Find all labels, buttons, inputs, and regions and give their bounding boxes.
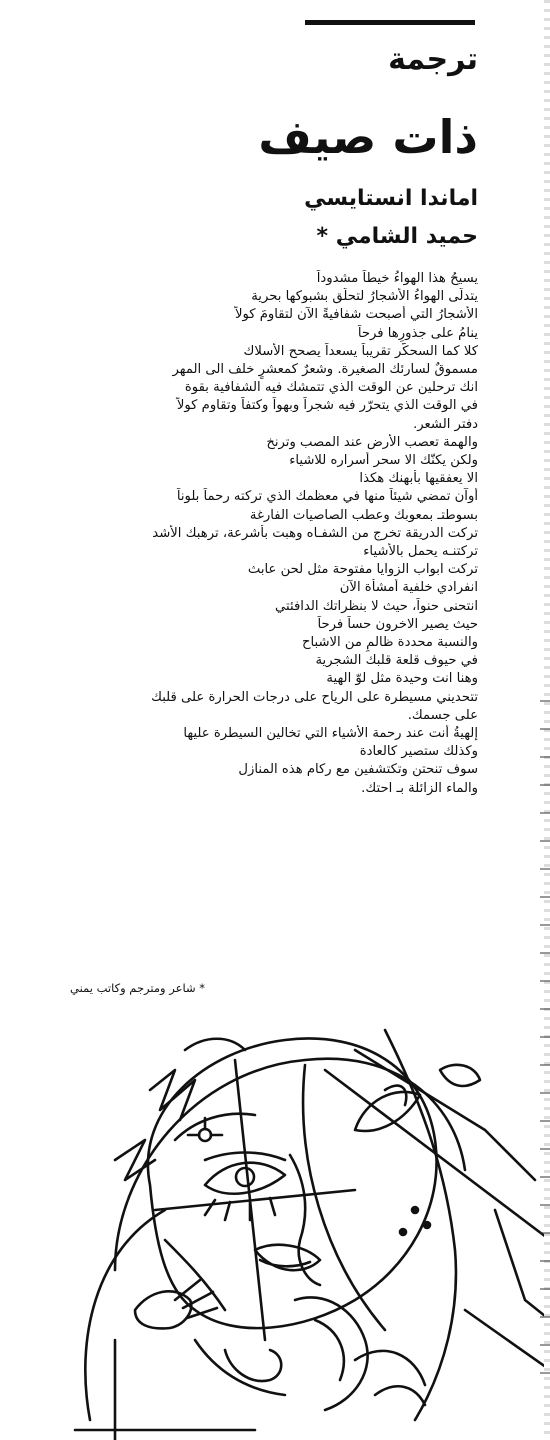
poem-line: انك ترحلين عن الوقت الذي تتمشك فيه الشفافية بقوة: [184, 380, 478, 396]
top-rule-divider: [305, 20, 475, 25]
poem-line: الأشجارُ التي أصبحت شفافيةً الآن لتقاومَ كولاً: [234, 307, 478, 323]
poem-line: مسموقٌ لسارئك الصغيرة. وشعرٌ كمعشرٍ خلف الى المهر: [172, 362, 478, 378]
adjacent-column-bleed: [540, 700, 550, 1400]
poem-line: تركت الدريقة تخرج من الشفـاه وهبت بأشرعة، ترهبك الأشد: [152, 525, 478, 541]
translator-footnote: * شاعر ومترجم وكاتب يمني: [70, 981, 205, 995]
poem-title: ذات صيف: [258, 110, 478, 164]
poem-line: دفتر الشعر.: [413, 416, 478, 432]
author-block: [304, 180, 478, 256]
poem-line: أوآن تمضي شيئاً منها في معظمك الذي تركته رحماً بلوناً: [176, 489, 478, 505]
poem-line: تركت ابواب الزوايا مفتوحة مثل لحن عابث: [247, 562, 478, 578]
poem-line: إلهيةُ أنت عند رحمة الأشياء التي تخالين السيطرة عليها: [183, 726, 478, 742]
poem-line: بسوطتـ بمعوبك وعطب الصاصيات الفارغة: [249, 507, 478, 523]
poem-line: وكذلك ستصير كالعادة: [359, 744, 478, 760]
poem-line: على جسمك.: [407, 707, 478, 723]
poem-line: حيث يصير الاخرون حساً فرحاً: [317, 616, 478, 632]
poem-line: والماء الزائلة بـ احتك.: [361, 780, 478, 796]
poem-line: يسيحُ هذا الهواءُ خيطاً مشدوداً: [316, 271, 478, 286]
poem-line: في الوقت الذي يتحرّر فيه شجراً وبهواً وكتفاً وتقاوم كولاً: [176, 398, 478, 414]
poem-line: يتدلّى الهواءُ الأشجارُ لتحلّق بشبوكها بحرية: [251, 289, 478, 305]
poem-line: تركتنـه يحمل بالأشياء: [363, 544, 478, 560]
poem-line: تتحديني مسيطرة على الرياح على درجات الحرارة على قلبك: [151, 689, 478, 705]
poem-line: ولكن يكنّك الا سحر أسراره للاشياء: [289, 453, 478, 469]
poem-line: والهمة تعصب الأرض عند المصب وترنخ: [266, 434, 478, 450]
poem-body: [66, 270, 478, 798]
poem-line: الا يعفقيها بأبهنك هكذا: [359, 471, 478, 487]
section-label: ترجمة: [388, 42, 478, 77]
line-art-illustration: [55, 1010, 550, 1440]
poem-line: انتحنى حنواً، حيث لا بنظراتك الدافئتي: [275, 598, 478, 614]
poem-line: كلا كما السحكّر تقريباً يسعداً يصحح الأسلاك: [243, 343, 478, 359]
poem-line: انفرادي خلفية أمشأة الآن: [339, 580, 478, 596]
original-author: اماندا انستايسي: [304, 186, 478, 211]
poem-line: في حيوف قلعة قلبك الشجرية: [315, 653, 478, 669]
translator: حميد الشامي *: [316, 224, 478, 249]
poem-line: سوف تنحتن وتكتشفين مع ركام هذه المنازل: [238, 762, 478, 778]
poem-line: وهنا انت وحيدة مثل لوّ الهية: [326, 671, 478, 687]
poem-line: ينامُ على جذورِها فرحاً: [357, 325, 478, 341]
poem-line: والنسبة محددة ظالمٍ من الاشباح: [301, 635, 478, 651]
